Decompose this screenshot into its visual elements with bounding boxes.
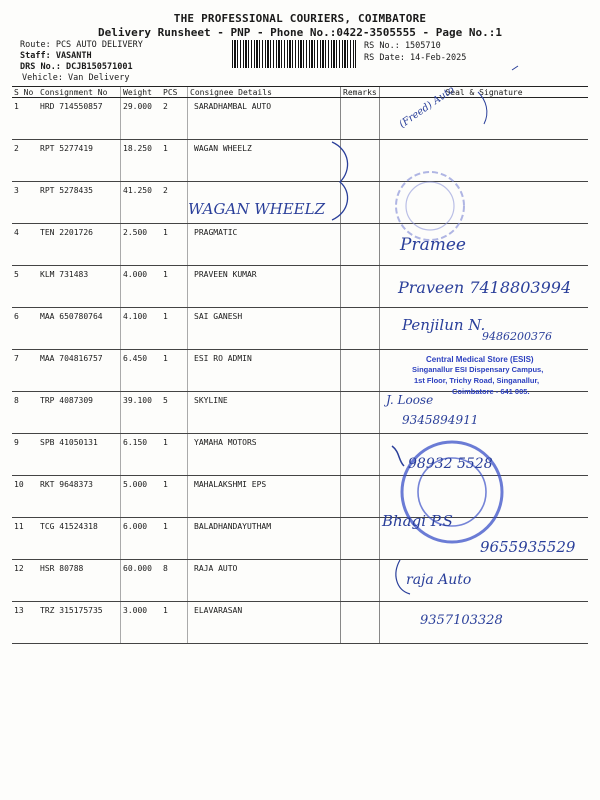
row-consignee [188,182,341,224]
row-consignee [188,224,341,266]
col-consignment: Consignment No [38,87,121,98]
row-sno: 3 [12,182,38,224]
row-remarks [341,518,380,560]
row-consignee [188,98,341,140]
row-weight: 29.000 [123,102,152,111]
row-consignee-name: PRAGMATIC [194,228,238,237]
row-consignee [188,560,341,602]
row-remarks [341,266,380,308]
row-weight-pcs [121,140,188,182]
row-pcs: 1 [163,144,168,153]
row-signature-cell [380,434,589,476]
table-row [12,182,588,224]
rs-number: RS No.: 1505710 [364,41,441,51]
table-row [12,518,588,560]
barcode [232,40,356,68]
row-weight-pcs [121,182,188,224]
col-pcs: PCS [163,87,178,97]
col-weight-pcs [121,87,188,98]
row-remarks [341,140,380,182]
rs-date: RS Date: 14-Feb-2025 [364,53,467,63]
row-weight: 41.250 [123,186,152,195]
table-row [12,434,588,476]
row8-phone: 9345894911 [402,413,479,427]
row-pcs: 8 [163,564,168,573]
col-signature: Seal & Signature [380,87,589,98]
table-row [12,560,588,602]
row-weight-pcs [121,350,188,392]
row-consignee-name: RAJA AUTO [194,564,238,573]
route-label: Route: PCS AUTO DELIVERY [20,40,143,50]
row-weight: 60.000 [123,564,152,573]
row-consignee-name: SKYLINE [194,396,228,405]
row-remarks [341,434,380,476]
row-signature-cell [380,224,589,266]
row-remarks [341,602,380,644]
row-consignment: TRP 4087309 [38,392,121,434]
row-weight: 39.100 [123,396,152,405]
row10-phone: 98932 5528 [408,456,493,472]
row-pcs: 1 [163,354,168,363]
row-remarks [341,308,380,350]
row-weight-pcs [121,224,188,266]
row-pcs: 1 [163,606,168,615]
table-row [12,350,588,392]
row-sno: 7 [12,350,38,392]
row-consignee-name: SAI GANESH [194,312,243,321]
row-consignment: MAA 650780764 [38,308,121,350]
row-consignee-name: SARADHAMBAL AUTO [194,102,272,111]
row-signature-cell [380,308,589,350]
row-sno: 5 [12,266,38,308]
row-consignee-name: ELAVARASAN [194,606,243,615]
row-sno: 11 [12,518,38,560]
drs-number: DRS No.: DCJB150571001 [20,62,133,72]
table-row [12,140,588,182]
row-pcs: 1 [163,270,168,279]
row-consignee-name: PRAVEEN KUMAR [194,270,257,279]
row-weight: 6.000 [123,522,148,531]
row-consignment: KLM 731483 [38,266,121,308]
row-weight-pcs [121,560,188,602]
row-signature-cell [380,182,589,224]
row-consignee [188,602,341,644]
row-signature-cell [380,602,589,644]
row3-handwritten-name: WAGAN WHEELZ [188,200,325,218]
stamp-line2: Singanallur ESI Dispensary Campus, [412,365,544,374]
row-pcs: 1 [163,480,168,489]
stamp-line1: Central Medical Store (ESIS) [426,355,534,364]
row-consignee-name: BALADHANDAYUTHAM [194,522,272,531]
row1-signature: (Freed) Auto [397,84,457,131]
row-consignee-name: ESI RO ADMIN [194,354,252,363]
row-weight: 5.000 [123,480,148,489]
row-remarks [341,350,380,392]
row-sno: 12 [12,560,38,602]
row-signature-cell [380,392,589,434]
table-header [12,87,588,98]
row-consignment: TRZ 315175735 [38,602,121,644]
row-pcs: 1 [163,438,168,447]
row-remarks [341,560,380,602]
col-remarks: Remarks [341,87,380,98]
row-signature-cell [380,518,589,560]
row-signature-cell [380,560,589,602]
row-consignment: RKT 9648373 [38,476,121,518]
row12-signature: raja Auto [406,572,472,588]
row6-signature: Penjilun N. [402,316,486,334]
vehicle-label: Vehicle: Van Delivery [22,73,130,83]
row-consignment: TEN 2201726 [38,224,121,266]
row-weight: 6.150 [123,438,148,447]
table-row [12,308,588,350]
row-pcs: 5 [163,396,168,405]
col-weight: Weight [123,87,152,97]
col-consignee: Consignee Details [188,87,341,98]
row6-phone: 9486200376 [482,330,552,343]
row-weight-pcs [121,392,188,434]
row-consignee [188,476,341,518]
row-signature-cell [380,476,589,518]
row-weight: 18.250 [123,144,152,153]
row-remarks [341,476,380,518]
row-weight: 6.450 [123,354,148,363]
row-consignment: HRD 714550857 [38,98,121,140]
tick-mark [512,66,518,70]
company-title: THE PROFESSIONAL COURIERS, COIMBATORE [173,12,427,25]
row-consignment: TCG 41524318 [38,518,121,560]
row-pcs: 2 [163,186,168,195]
row-consignment: MAA 704816757 [38,350,121,392]
row-consignee [188,308,341,350]
row-signature-cell [380,350,589,392]
row-sno: 10 [12,476,38,518]
row-sno: 1 [12,98,38,140]
row-consignment: RPT 5277419 [38,140,121,182]
table-row [12,98,588,140]
row-weight-pcs [121,266,188,308]
row-pcs: 1 [163,312,168,321]
row-consignee [188,392,341,434]
table-row [12,224,588,266]
table-row [12,266,588,308]
row-weight: 3.000 [123,606,148,615]
row-pcs: 2 [163,102,168,111]
row-signature-cell [380,98,589,140]
row-weight-pcs [121,518,188,560]
stamp-line3: 1st Floor, Trichy Road, Singanallur, [414,376,540,385]
row-signature-cell [380,266,589,308]
row-weight: 4.000 [123,270,148,279]
row-sno: 13 [12,602,38,644]
row-weight-pcs [121,602,188,644]
row-sno: 9 [12,434,38,476]
row-consignee [188,266,341,308]
row-remarks [341,224,380,266]
row-weight-pcs [121,308,188,350]
row-weight: 2.500 [123,228,148,237]
row-sno: 2 [12,140,38,182]
row-consignee [188,350,341,392]
row13-phone: 9357103328 [420,613,503,628]
row11-phone: 9655935529 [480,538,576,556]
row8-signature: J. Loose [386,393,434,407]
table-row [12,602,588,644]
row-consignment: HSR 80788 [38,560,121,602]
row-consignment: SPB 41050131 [38,434,121,476]
row-consignee [188,140,341,182]
row-weight: 4.100 [123,312,148,321]
row-consignee-name: MAHALAKSHMI EPS [194,480,267,489]
row-remarks [341,392,380,434]
row-pcs: 1 [163,522,168,531]
runsheet-table [12,86,588,644]
row-weight-pcs [121,98,188,140]
row-sno: 6 [12,308,38,350]
row-consignee [188,518,341,560]
row-consignee [188,434,341,476]
row-pcs: 1 [163,228,168,237]
row-weight-pcs [121,476,188,518]
row-consignee-name: YAMAHA MOTORS [194,438,257,447]
row-weight-pcs [121,434,188,476]
row-remarks [341,182,380,224]
row4-signature: Pramee [400,235,466,255]
staff-label: Staff: VASANTH [20,51,92,61]
table-row [12,476,588,518]
row-signature-cell [380,140,589,182]
row5-signature: Praveen 7418803994 [398,278,572,297]
stamp-line4: Coimbatore - 641 005. [452,387,530,396]
row11-signature: Bhagi P.S [382,512,453,530]
row-sno: 8 [12,392,38,434]
runsheet-subtitle: Delivery Runsheet - PNP - Phone No.:0422-3505555 - Page No.:1 [98,26,502,39]
row-remarks [341,98,380,140]
row-consignee-name: WAGAN WHEELZ [194,144,252,153]
row-consignment: RPT 5278435 [38,182,121,224]
table-row [12,392,588,434]
col-sno: S No [12,87,38,98]
row-sno: 4 [12,224,38,266]
